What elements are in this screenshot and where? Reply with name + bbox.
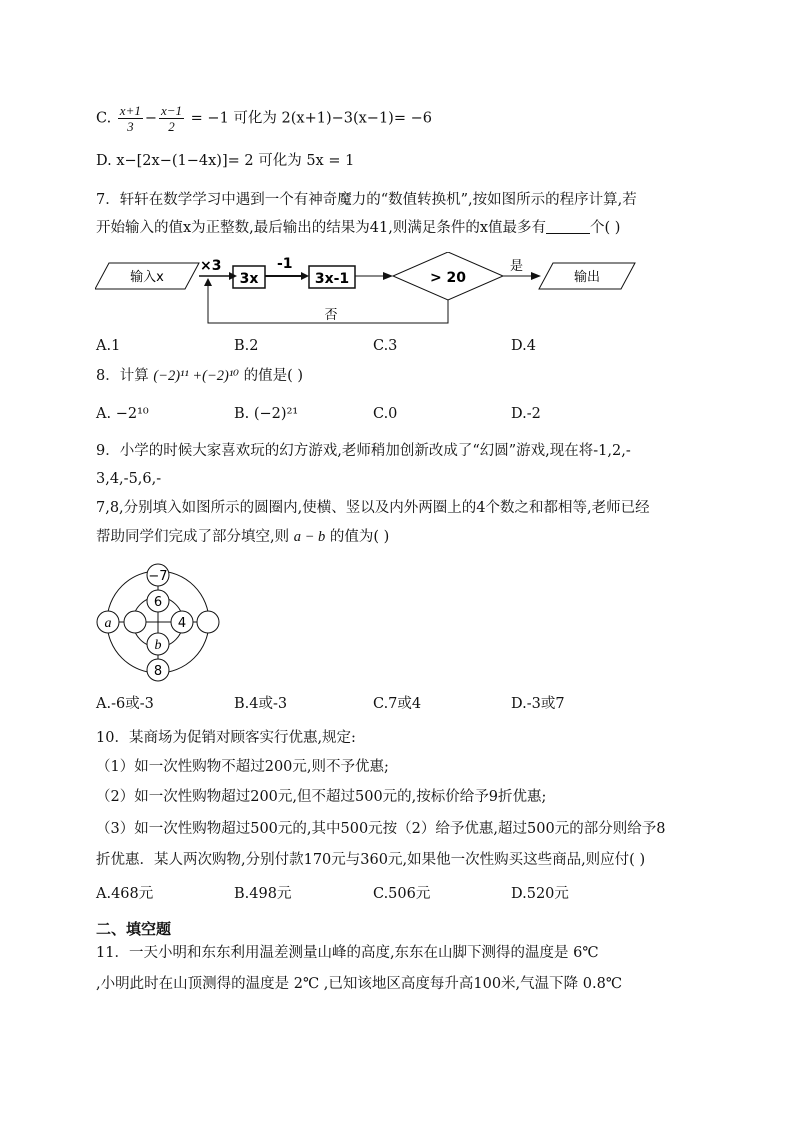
q10-rule-2: （2）如一次性购物超过200元,但不超过500元的,按标价给予9折优惠; (96, 789, 547, 805)
q9-stem-line4: 帮助同学们完成了部分填空,则 a − b 的值为( ) (96, 529, 390, 545)
q10-option-c[interactable]: C.506元 (373, 886, 431, 902)
q7-option-c[interactable]: C.3 (373, 338, 398, 354)
svg-text:a: a (104, 616, 112, 631)
q7-option-d[interactable]: D.4 (511, 338, 536, 354)
svg-text:b: b (154, 638, 162, 653)
answer-blank (546, 219, 590, 234)
input-label: 输入x (130, 270, 164, 285)
minus-one-label: -1 (277, 256, 293, 272)
q7-option-a[interactable]: A.1 (96, 338, 121, 354)
fraction-2: $\frac{x-1}{2}$ (161, 103, 183, 134)
q9-option-b[interactable]: B.4或-3 (234, 696, 288, 712)
section-heading-fill-in: 二、填空题 (96, 920, 172, 938)
q6-option-d: D. x−[2x−(1−4x)]= 2 可化为 5x = 1 (96, 153, 355, 169)
svg-text:6: 6 (153, 595, 163, 610)
q7-flowchart (95, 252, 655, 332)
q10-stem-line1: 10．某商场为促销对顾客实行优惠,规定: (96, 730, 356, 746)
svg-text:−7: −7 (148, 569, 168, 584)
svg-text:> 20: > 20 (429, 270, 467, 286)
q9-option-a[interactable]: A.-6或-3 (96, 696, 154, 712)
yes-label: 是 (510, 259, 524, 274)
q9-magic-circle (95, 563, 225, 683)
q10-rule-1: （1）如一次性购物不超过200元,则不予优惠; (96, 759, 389, 775)
q7-option-b[interactable]: B.2 (234, 338, 259, 354)
q7-stem-line2: 开始输入的值x为正整数,最后输出的结果为41,则满足条件的x值最多有 个( ) (96, 220, 621, 236)
q9-option-c[interactable]: C.7或4 (373, 696, 422, 712)
q9-option-d[interactable]: D.-3或7 (511, 696, 565, 712)
q11-stem-line1: 11．一天小明和东东利用温差测量山峰的高度,东东在山脚下测得的温度是 6℃ (96, 945, 599, 961)
q9-stem-line2: 3,4,-5,6,- (96, 471, 162, 487)
cell-left-inner (124, 611, 146, 633)
fraction-1: $\frac{x+1}{3}$ (119, 103, 141, 134)
svg-text:3x-1: 3x-1 (314, 271, 350, 287)
q8-option-a[interactable]: A. −2¹⁰ (96, 406, 149, 422)
output-label: 输出 (573, 270, 601, 285)
q11-stem-line2: ,小明此时在山顶测得的温度是 2℃ ,已知该地区高度每升高100米,气温下降 0.8℃ (96, 976, 623, 992)
q8-option-c[interactable]: C.0 (373, 406, 398, 422)
q7-stem-line1: 7．轩轩在数学学习中遇到一个有神奇魔力的“数值转换机”,按如图所示的程序计算,若 (96, 192, 637, 208)
svg-text:3x: 3x (239, 271, 259, 287)
q6-option-c: C. $\frac{x+1}{3}$ − $\frac{x-1}{2}$ = −1 可化为 2(x+1)−3(x−1)= −6 (96, 103, 432, 134)
q10-option-d[interactable]: D.520元 (511, 886, 569, 902)
q8-option-b[interactable]: B. (−2)²¹ (234, 406, 299, 422)
cell-right-outer (197, 611, 219, 633)
q10-stem-line5: 折优惠．某人两次购物,分别付款170元与360元,如果他一次性购买这些商品,则应付( ) (96, 852, 646, 868)
q9-stem-line1: 9．小学的时候大家喜欢玩的幻方游戏,老师稍加创新改成了“幻圆”游戏,现在将-1,2,- (96, 443, 631, 459)
q9-stem-line3: 7,8,分别填入如图所示的圆圈内,使横、竖以及内外两圈上的4个数之和都相等,老师已经 (96, 500, 650, 516)
svg-text:8: 8 (153, 664, 163, 679)
q8-option-d[interactable]: D.-2 (511, 406, 541, 422)
q10-rule-3: （3）如一次性购物超过500元的,其中500元按（2）给予优惠,超过500元的部分则给予8 (96, 821, 666, 837)
q8-stem: 8．计算 (−2)¹¹ +(−2)¹⁰ 的值是( ) (96, 368, 304, 384)
svg-text:4: 4 (177, 616, 187, 631)
q10-option-b[interactable]: B.498元 (234, 886, 292, 902)
no-label: 否 (324, 308, 338, 323)
q10-option-a[interactable]: A.468元 (96, 886, 154, 902)
multiply-label: ×3 (200, 258, 222, 274)
